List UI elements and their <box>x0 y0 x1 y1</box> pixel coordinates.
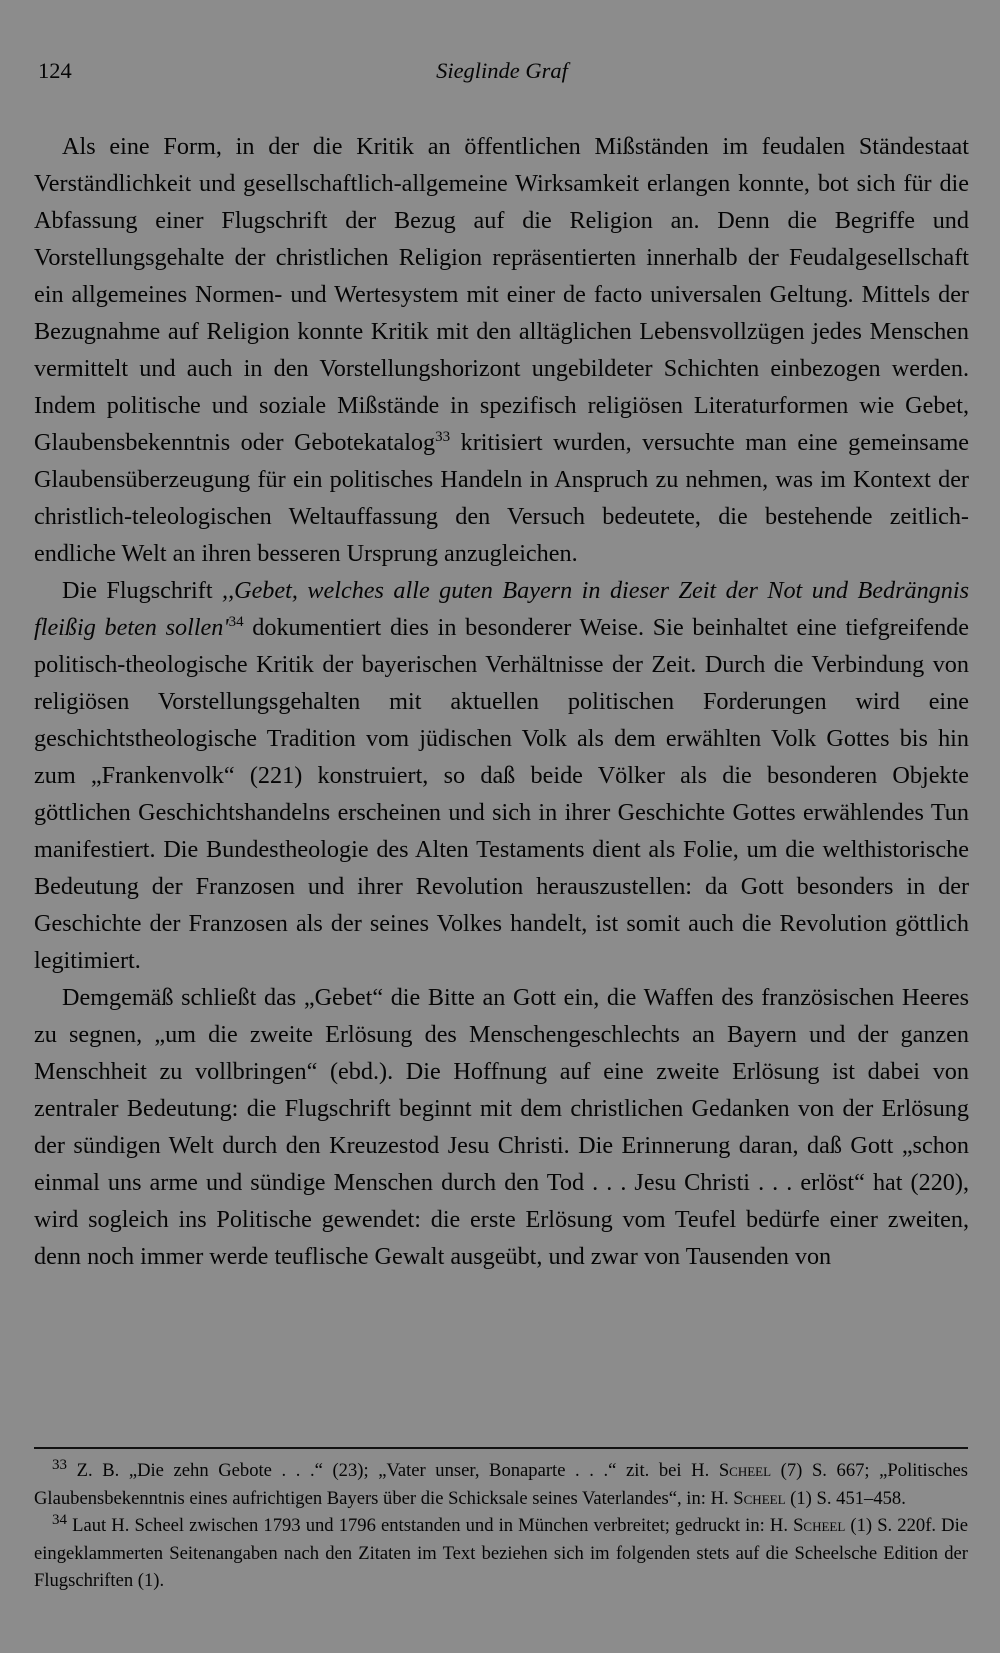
footnote-33 <box>34 1457 968 1512</box>
footnote-ref-33[interactable]: 33 <box>435 428 451 445</box>
page-number: 124 <box>38 58 72 83</box>
footnote-mark-33: 33 <box>52 1456 67 1473</box>
footnote-mark-34: 34 <box>52 1511 67 1528</box>
footnote-rule <box>34 1447 968 1449</box>
footnote-33-text-b: (7) S. 667; „Politisches Glaubensbekenntnis eines aufrichtigen Bayers über die Schicksale seines Vaterlandes“, in: H. <box>34 1460 969 1509</box>
footnote-33-author-2: Scheel <box>733 1487 786 1509</box>
footnote-34-text-b: (1) S. 220f. Die eingeklammerten Seitenangaben nach den Zitaten im Text beziehen sich im folgenden stets auf die Scheelsche Edition der Flugschriften (1). <box>34 1515 968 1591</box>
paragraph-3: Demgemäß schließt das „Gebet“ die Bitte an Gott ein, die Waffen des französischen Heeres zu segnen, „um die zweite Erlösung des Menschengeschlechts an Bayern und der ganzen Menschheit zu vollbringen“ (ebd.). Die Hoffnung auf eine zweite Erlösung ist dabei von zentraler Bedeutung: die Flugschrift beginnt mit dem christlichen Gedanken von der Erlösung der sündigen Welt durch den Kreuzestod Jesu Christi. Die Erinnerung daran, daß Gott „schon einmal uns arme und sündige Menschen durch den Tod . . . Jesu Christi . . . erlöst“ hat (220), wird sogleich ins Politische gewendet: die erste Erlösung vom Teufel bedürfe einer zweiten, denn noch immer werde teuflische Gewalt ausgeübt, und zwar von Tausenden von <box>34 984 969 1270</box>
paragraph-1 <box>34 128 969 572</box>
paragraph-1-text: Als eine Form, in der die Kritik an öffentlichen Mißständen im feudalen Ständestaat Verständlichkeit und gesellschaftlich-allgemeine Wirksamkeit erlangen konnte, bot sich für die Abfassung einer Flugschrift der Bezug auf die Religion an. Denn die Begriffe und Vorstellungsgehalte der christlichen Religion repräsentierten innerhalb der Feudalgesellschaft ein allgemeines Normen- und Wertesystem mit einer de facto universalen Geltung. Mittels der Bezugnahme auf Religion konnte Kritik mit den alltäglichen Lebensvollzügen jedes Menschen vermittelt und auch in den Vorstellungshorizont ungebildeter Schichten einbezogen werden. Indem politische und soziale Mißstände in spezifisch religiösen Literaturformen wie Gebet, Glaubensbekenntnis oder Gebotekatalog <box>34 133 969 456</box>
footnote-33-text-a: Z. B. „Die zehn Gebote . . .“ (23); „Vater unser, Bonaparte . . .“ zit. bei H. <box>67 1460 719 1481</box>
footnote-33-author-1: Scheel <box>718 1460 772 1481</box>
body-text <box>34 128 969 1275</box>
running-head: Sieglinde Graf <box>436 58 568 83</box>
paragraph-2 <box>34 572 969 979</box>
pamphlet-title: ,,Gebet, welches alle guten Bayern in dieser Zeit der Not und Bedrängnis fleißig beten sollen' <box>34 577 970 641</box>
footnote-ref-34[interactable]: 34 <box>228 613 244 630</box>
footnote-34-text-a: Laut H. Scheel zwischen 1793 und 1796 entstanden und in München verbreitet; gedruckt in: H. <box>67 1515 794 1536</box>
footnote-33-text-c: (1) S. 451–458. <box>785 1487 906 1509</box>
footnote-34-author: Scheel <box>793 1515 846 1536</box>
paragraph-2-rest: dokumentiert dies in besonderer Weise. Sie beinhaltet eine tiefgreifende politisch-theologische Kritik der bayerischen Verhältnisse der Zeit. Durch die Verbindung von religiösen Vorstellungsgehalten mit aktuellen politischen Forderungen wird eine geschichtstheologische Tradition vom jüdischen Volk als dem erwählten Volk Gottes bis hin zum „Frankenvolk“ (221) konstruiert, so daß beide Völker als die besonderen Objekte göttlichen Geschichtshandelns erscheinen und sich in ihrer Geschichte Gottes erwählendes Tun manifestiert. Die Bundestheologie des Alten Testaments dient als Folie, um die welthistorische Bedeutung der Franzosen und ihrer Revolution herauszustellen: da Gott besonders in der Geschichte der Franzosen als der seines Volkes handelt, ist somit auch die Revolution göttlich legitimiert. <box>34 614 970 974</box>
paragraph-2-start: Die Flugschrift <box>62 577 223 604</box>
footnotes <box>34 1457 968 1595</box>
page-header <box>38 58 966 94</box>
footnote-34 <box>34 1512 968 1595</box>
paragraph-1-rest: kritisiert wurden, versuchte man eine gemeinsame Glaubensüberzeugung für ein politisches Handeln in Anspruch zu nehmen, was im Kontext der christlich-teleologischen Weltauffassung den Versuch bedeutete, die bestehende zeitlich-endliche Welt an ihren besseren Ursprung anzugleichen. <box>34 429 970 567</box>
